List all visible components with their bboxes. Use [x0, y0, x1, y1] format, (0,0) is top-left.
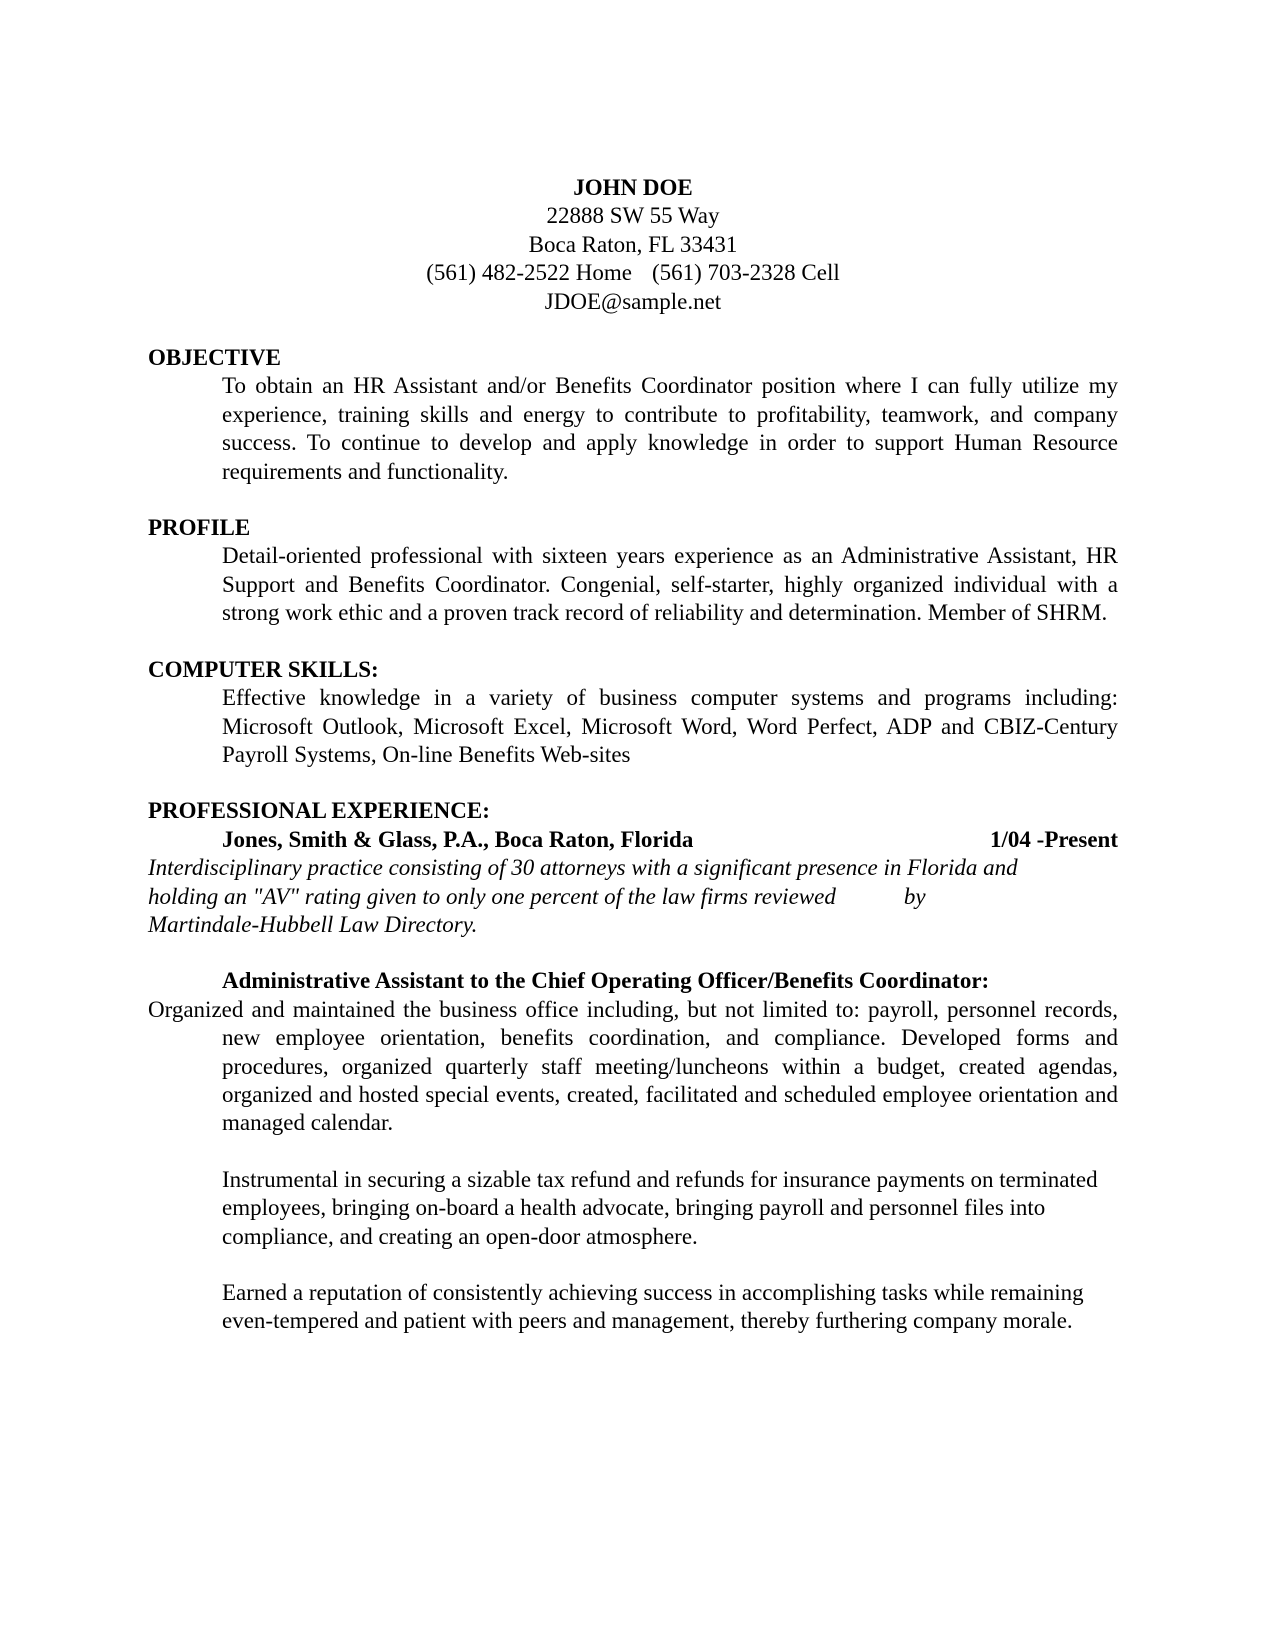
firm-description [148, 854, 1118, 939]
objective-heading: OBJECTIVE [148, 345, 281, 371]
duties-paragraph: Organized and maintained the business office including, but not limited to: payroll, personnel records, new employee orientation, benefits coordination, and compliance. Developed forms and procedures, organized quarterly staff meeting/luncheons within a budget, created agendas, organized and hosted special events, created, facilitated and scheduled employee orientation and managed calendar. [148, 996, 1118, 1136]
firm-description-line-3: Martindale-Hubbell Law Directory. [148, 911, 478, 937]
phone-numbers [148, 259, 1118, 287]
email-address: JDOE@sample.net [544, 288, 722, 314]
address-line-2: Boca Raton, FL 33431 [528, 231, 738, 257]
firm-description-line-2b: by [903, 883, 926, 909]
achievement-paragraph-1: Instrumental in securing a sizable tax refund and refunds for insurance payments on terminated employees, bringing on-board a health advocate, bringing payroll and personnel files into compliance, and creating an open-door atmosphere. [222, 1166, 1098, 1249]
contact-header [148, 174, 1118, 316]
phone-home: (561) 482-2522 Home [426, 260, 632, 286]
objective-text: To obtain an HR Assistant and/or Benefits Coordinator position where I can fully utilize my experience, training skills and energy to contribute to profitability, teamwork, and company success. To continue to develop and apply knowledge in order to support Human Resource requirements and functionality. [222, 373, 1118, 484]
computer-skills-text: Effective knowledge in a variety of business computer systems and programs including: Microsoft Outlook, Microsoft Excel, Microsoft Word, Word Perfect, ADP and CBIZ-Century Payroll Systems, On-line Benefits Web-sites [222, 685, 1118, 767]
employer-name: Jones, Smith & Glass, P.A., Boca Raton, Florida [222, 826, 694, 852]
achievement-paragraph-2: Earned a reputation of consistently achieving success in accomplishing tasks while remaining even-tempered and patient with peers and management, thereby furthering company morale. [222, 1280, 1084, 1334]
computer-skills-heading: COMPUTER SKILLS: [148, 656, 379, 682]
profile-heading: PROFILE [148, 515, 251, 541]
profile-text: Detail-oriented professional with sixteen years experience as an Administrative Assistant, HR Support and Benefits Coordinator. Congenial, self-starter, highly organized individual with a strong work ethic and a proven track record of reliability and determination. Member of SHRM. [222, 543, 1118, 626]
candidate-name: JOHN DOE [573, 175, 693, 200]
firm-description-line-1: Interdisciplinary practice consisting of 30 attorneys with a significant presence in Florida and [148, 855, 1018, 881]
experience-heading: PROFESSIONAL EXPERIENCE: [148, 798, 490, 824]
address-line-1: 22888 SW 55 Way [546, 203, 720, 229]
phone-cell: (561) 703-2328 Cell [651, 260, 840, 286]
job-title: Administrative Assistant to the Chief Operating Officer/Benefits Coordinator: [222, 968, 990, 994]
firm-description-line-2a: holding an "AV" rating given to only one percent of the law firms reviewed [148, 883, 836, 909]
job-dates: 1/04 -Present [990, 826, 1118, 852]
resume-page [148, 174, 1118, 1336]
firm-description-line-2 [148, 883, 1118, 911]
job-header [222, 826, 1118, 854]
